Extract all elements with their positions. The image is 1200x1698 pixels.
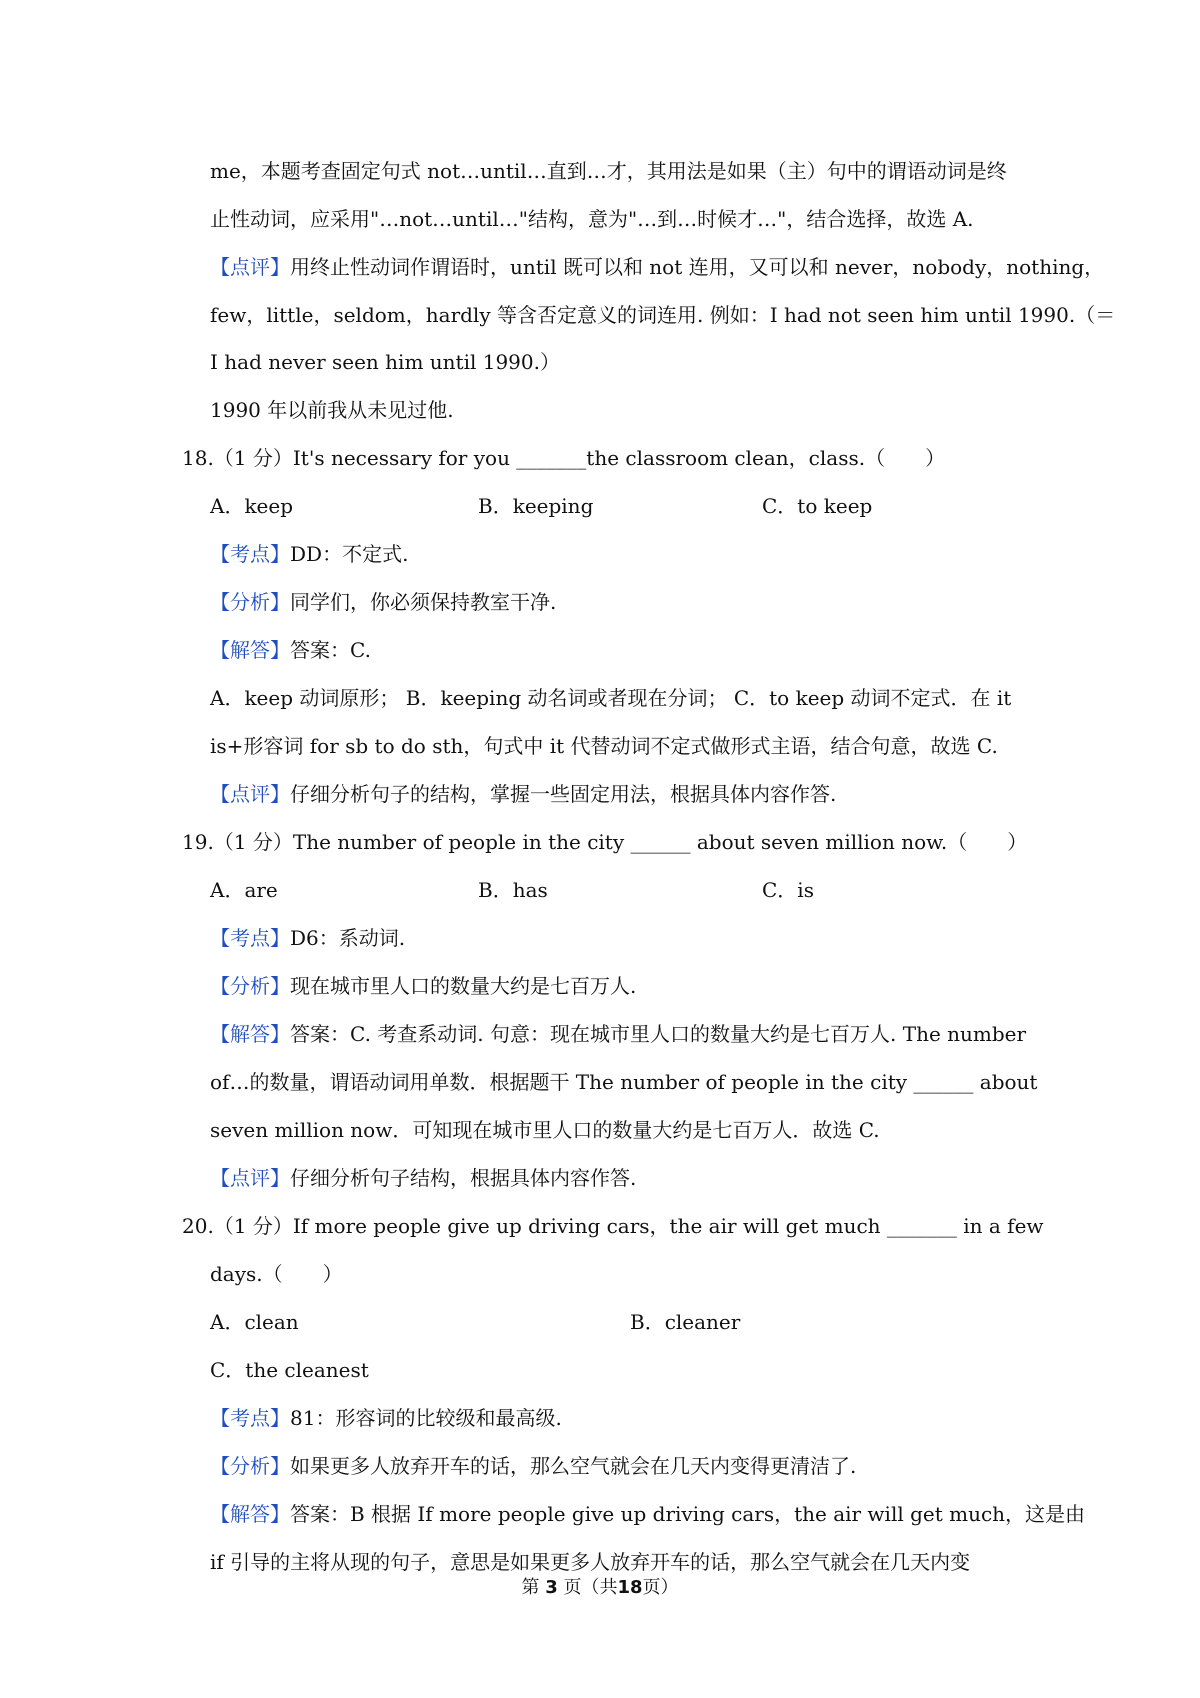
fenxi-tag: 【分析】 xyxy=(210,590,290,614)
comment-line xyxy=(210,252,1105,282)
kaodian-text: DD：不定式. xyxy=(290,542,409,566)
page-number: 3 xyxy=(545,1577,558,1598)
q18-option-c: C．to keep xyxy=(762,494,873,518)
jieda-tag: 【解答】 xyxy=(210,638,290,662)
dianping-text: 仔细分析句子结构，根据具体内容作答. xyxy=(290,1166,637,1190)
fenxi-text: 如果更多人放弃开车的话，那么空气就会在几天内变得更清洁了. xyxy=(290,1454,857,1478)
footer-post: 页） xyxy=(642,1577,679,1598)
comment-text: 用终止性动词作谓语时，until 既可以和 not 连用，又可以和 never，nobody，nothing， xyxy=(290,255,1105,279)
q19-explanation-1: of…的数量，谓语动词用单数．根据题干 The number of people in the city ______ about xyxy=(210,1070,1038,1094)
fenxi-text: 现在城市里人口的数量大约是七百万人. xyxy=(290,974,637,998)
q20-option-a: A．clean xyxy=(210,1310,299,1334)
q19-option-b: B．has xyxy=(478,878,548,902)
text-line: I had never seen him until 1990.） xyxy=(210,350,560,374)
dianping-tag: 【点评】 xyxy=(210,782,290,806)
jieda-text: 答案：C. 考查系动词. 句意：现在城市里人口的数量大约是七百万人. The number xyxy=(290,1022,1027,1046)
fenxi-tag: 【分析】 xyxy=(210,974,290,998)
fenxi-tag: 【分析】 xyxy=(210,1454,290,1478)
q18-explanation-1: A．keep 动词原形； B．keeping 动名词或者现在分词； C．to keep 动词不定式．在 it xyxy=(210,686,1012,710)
fenxi-text: 同学们，你必须保持教室干净. xyxy=(290,590,557,614)
q18-explanation-2: is+形容词 for sb to do sth，句式中 it 代替动词不定式做形式主语，结合句意，故选 C. xyxy=(210,734,998,758)
q18-fenxi xyxy=(210,587,1026,617)
q18-option-b: B．keeping xyxy=(478,494,594,518)
total-pages: 18 xyxy=(617,1577,643,1598)
q19-dianping xyxy=(210,1163,1026,1193)
page-footer xyxy=(0,1573,1200,1599)
q20-jieda xyxy=(210,1499,1086,1529)
question-20-stem: 20.（1 分）If more people give up driving cars，the air will get much _______ in a few xyxy=(182,1214,1044,1238)
question-19-stem: 19.（1 分）The number of people in the city ______ about seven million now.（ ） xyxy=(182,830,1028,854)
kaodian-text: 81：形容词的比较级和最高级. xyxy=(290,1406,562,1430)
kaodian-tag: 【考点】 xyxy=(210,926,290,950)
kaodian-text: D6：系动词. xyxy=(290,926,406,950)
question-18-stem: 18.（1 分）It's necessary for you _______the classroom clean，class.（ ） xyxy=(182,446,946,470)
jieda-text: 答案：B 根据 If more people give up driving cars，the air will get much，这是由 xyxy=(290,1502,1086,1526)
question-20-stem-cont: days.（ ） xyxy=(210,1262,343,1286)
q20-option-c: C．the cleanest xyxy=(210,1358,369,1382)
q20-explanation-1: if 引导的主将从现的句子，意思是如果更多人放弃开车的话，那么空气就会在几天内变 xyxy=(210,1550,971,1574)
kaodian-tag: 【考点】 xyxy=(210,542,290,566)
footer-pre: 第 xyxy=(521,1577,540,1598)
q19-kaodian xyxy=(210,923,1026,953)
q19-option-a: A．are xyxy=(210,878,278,902)
q18-jieda xyxy=(210,635,1026,665)
jieda-tag: 【解答】 xyxy=(210,1022,290,1046)
text-line: 1990 年以前我从未见过他. xyxy=(210,398,454,422)
q19-explanation-2: seven million now．可知现在城市里人口的数量大约是七百万人．故选 C. xyxy=(210,1118,880,1142)
q19-option-c: C．is xyxy=(762,878,814,902)
dianping-tag: 【点评】 xyxy=(210,1166,290,1190)
text-line: me，本题考查固定句式 not…until…直到…才，其用法是如果（主）句中的谓语动词是终 xyxy=(210,159,1007,183)
q20-fenxi xyxy=(210,1451,1026,1481)
q18-kaodian xyxy=(210,539,1026,569)
footer-mid: 页（共 xyxy=(563,1577,618,1598)
q18-option-a: A．keep xyxy=(210,494,294,518)
kaodian-tag: 【考点】 xyxy=(210,1406,290,1430)
text-line: few，little，seldom，hardly 等含否定意义的词连用. 例如：I had not seen him until 1990.（＝ xyxy=(210,303,1116,327)
jieda-text: 答案：C. xyxy=(290,638,371,662)
q20-option-b: B．cleaner xyxy=(630,1310,741,1334)
q18-dianping xyxy=(210,779,1026,809)
jieda-tag: 【解答】 xyxy=(210,1502,290,1526)
q19-fenxi xyxy=(210,971,1026,1001)
comment-tag: 【点评】 xyxy=(210,255,290,279)
q19-jieda xyxy=(210,1019,1026,1049)
dianping-text: 仔细分析句子的结构，掌握一些固定用法，根据具体内容作答. xyxy=(290,782,837,806)
q20-kaodian xyxy=(210,1403,1026,1433)
text-line: 止性动词，应采用"…not…until…"结构，意为"…到…时候才…"，结合选择，故选 A. xyxy=(210,207,974,231)
